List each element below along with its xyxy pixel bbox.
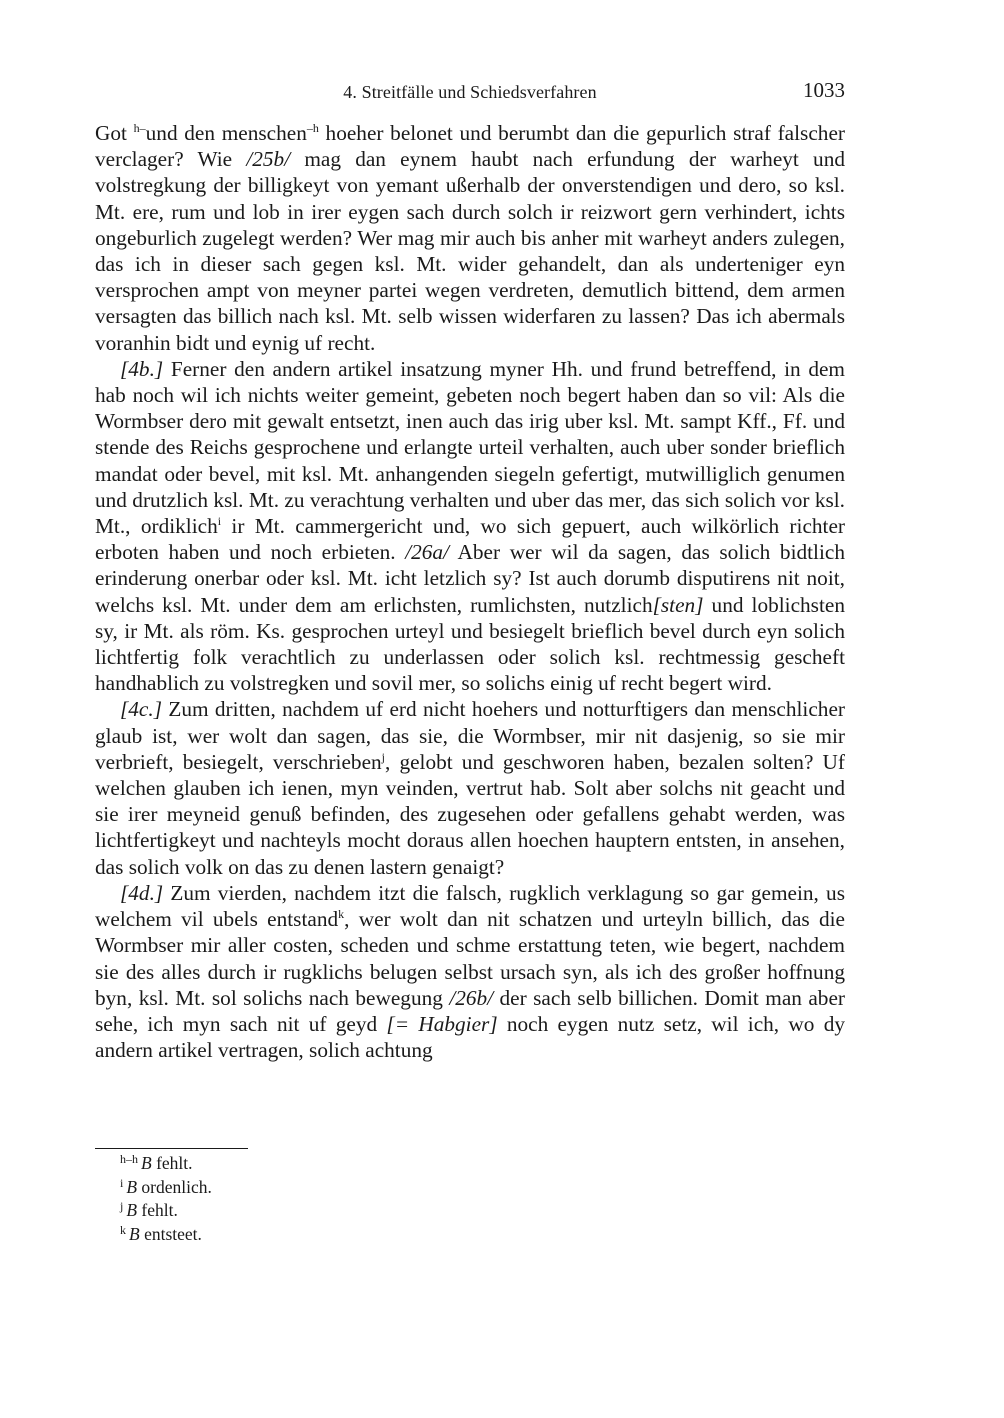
footnote: $^{h-h}$ B fehlt. (120, 1152, 193, 1173)
footnote-reference: –h (306, 121, 319, 135)
paragraph-4b: [4b.] Ferner den andern artikel insatzung myner Hh. und frund betreffend, in dem hab noch wil ich nichts weiter gemeint, gebeten noch begert haben dan so vil: Als die Wormbser dero mit gewalt entsetzt, inen auch das irig uber ksl. Mt. sampt Kff., Ff. und stende des Reichs gesprochene und erlangte urteil verhalten, auch uber sonder brieflich mandat oder bevel, mit ksl. Mt. anhangenden siegeln gefertigt, mutwilliglich genumen und drutzlich ksl. Mt. zu verachtung verhalten und uber das mer, das sich solich vor ksl. Mt., ordiklich$^i$ ir Mt. cammergericht und, wo sich gepuert, auch wilkörlich richter erboten haben und noch erbieten. /26a/ Aber wer wil da sagen, das solich bidtlich erinderung onerbar oder ksl. Mt. icht letzlich sy? Ist auch dorumb disputirens nit noit, welchs ksl. Mt. under dem am erlichsten, rumlichsten, nutzlich[sten] und loblichsten sy, ir Mt. als röm. Ks. gesprochen urteyl und besiegelt brieflich bevel durch eyn solich lichtfertig folk verachtlich zu underlassen oder solich ksl. rechtmessig gescheft handhablich zu volstregken und sovil mer, so solichs einig uf recht begert wird. (95, 356, 846, 696)
editorial-annotation: [sten] (652, 592, 704, 617)
footnote-divider (95, 1148, 248, 1149)
footnote-mark: h–h (120, 1152, 138, 1166)
running-title: 4. Streitfälle und Schiedsverfahren (343, 82, 597, 102)
paragraph: Got $^{h-}$und den menschen$^{-h}$ hoeher belonet und berumbt dan die gepurlich straf falscher verclager? Wie /25b/ mag dan eynem haubt nach erfundung der warheyt und volstregkung der billigkeyt von yemant ußerhalb der onverstendigen und dero, so ksl. Mt. ere, rum und lob in irer eygen sach durch solch ir reizwort gern verhindert, ichts ongeburlich zugelegt werden? Wer mag mir auch bis anher mit warheyt anders zulegen, das ich in dieser sach gegen ksl. Mt. wider gehandelt, dan als underteniger eyn versprochen ampt von meyner partei wegen verdreten, demutlich bittend, dem armen versagten das billich nach ksl. Mt. selb wissen widerfaren zu lassen? Das ich abermals voranhin bidt und eynig uf recht. (95, 121, 845, 355)
editorial-annotation: /26a/ (405, 540, 449, 565)
manuscript-siglum: B (126, 1176, 138, 1197)
footnote-mark: k (120, 1222, 126, 1237)
footnote-reference: i (217, 514, 222, 529)
footnote-reference: k (338, 907, 345, 922)
manuscript-siglum: B (126, 1200, 138, 1220)
section-marker: [4d.] (120, 880, 164, 905)
footnote-reference: j (381, 749, 386, 764)
main-text (95, 120, 845, 1063)
paragraph-4c: [4c.] Zum dritten, nachdem uf erd nicht hoehers und notturftigers dan menschlicher glaub ist, wer wolt dan sagen, das sie, die Wormbser, mir nit dasjenig, so sie mir verbrieft, besiegelt, verschrieben$^j$, gelobt und geschworen haben, bezalen solten? Uf welchen glauben ich ienen, myn veinden, vertrut hab. Solt aber solchs nit geacht und sie irer meyneid genuß befinden, des zugesehen oder gefallens gehabt werden, was lichtfertigkeyt und nachteyls mocht doraus allen hoechen hauptern entsten, in ansehen, das solich volk on das zu denen lastern genaigt? (95, 697, 845, 879)
editorial-annotation: [= Habgier] (386, 1011, 498, 1036)
footnote-mark: i (120, 1175, 124, 1190)
footnote: $^i$ B ordenlich. (120, 1175, 212, 1197)
footnote-mark: j (120, 1199, 124, 1213)
footnote: $^j$ B fehlt. (120, 1199, 178, 1220)
editorial-annotation: /25b/ (246, 147, 291, 172)
footnotes (120, 1152, 212, 1246)
footnote: $^k$ B entsteet. (120, 1222, 202, 1244)
manuscript-siglum: B (141, 1153, 152, 1173)
manuscript-siglum: B (129, 1223, 140, 1244)
editorial-annotation: /26b/ (449, 985, 494, 1010)
section-marker: [4b.] (120, 356, 164, 381)
page-header (95, 78, 845, 108)
page-number: 1033 (803, 78, 845, 102)
footnote-reference: h– (133, 121, 146, 135)
section-marker: [4c.] (120, 697, 163, 722)
paragraph-4d: [4d.] Zum vierden, nachdem itzt die falsch, rugklich verklagung so gar gemein, us welchem vil ubels entstand$^k$, wer wolt dan nit schatzen und urteyln billich, das die Wormbser mir aller costen, scheden und schme erstattung teten, wie begert, nachdem sie des alles durch ir rugklichs belugen selbst ursach syn, als ich des großer hoffnung byn, ksl. Mt. sol solichs nach bewegung /26b/ der sach selb billichen. Domit man aber sehe, ich myn sach nit uf geyd [= Habgier] noch eygen nutz setz, wil ich, wo dy andern artikel vertragen, solich achtung (95, 880, 845, 1063)
